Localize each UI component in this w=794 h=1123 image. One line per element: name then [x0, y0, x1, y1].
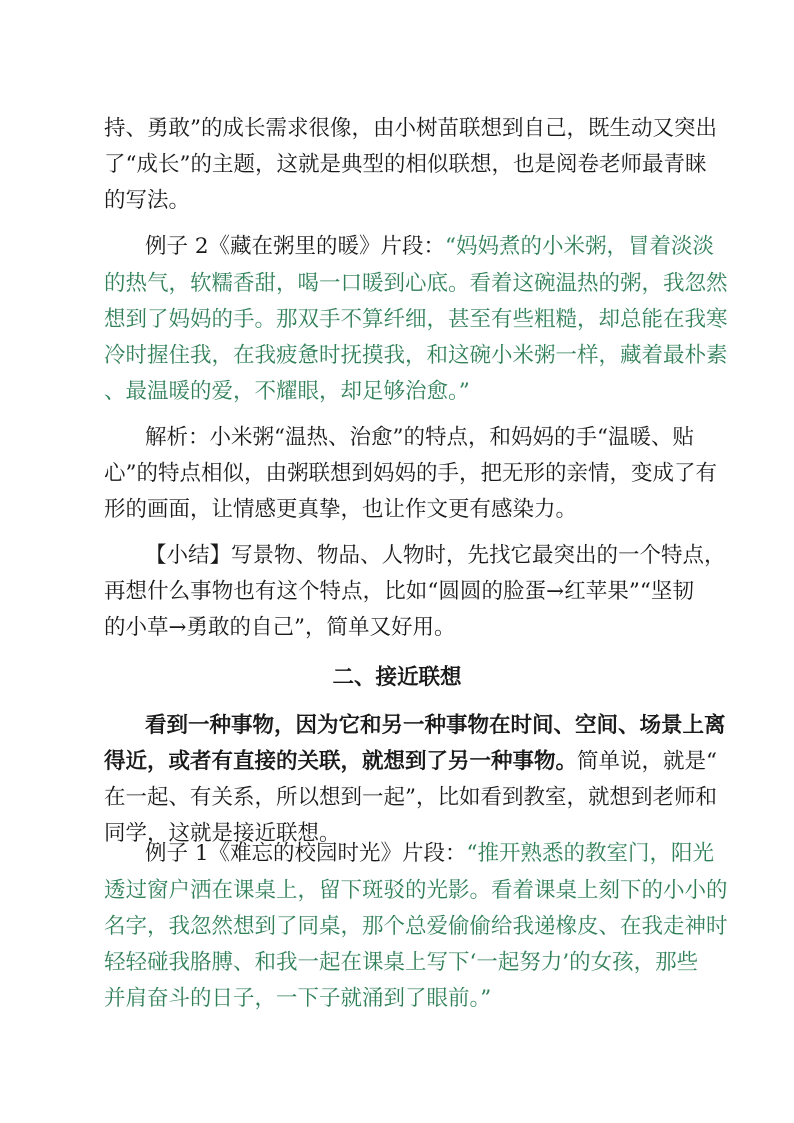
example-1-line — [145, 840, 715, 868]
paragraph-line: 持、勇敢”的成长需求很像，由小树苗联想到自己，既生动又突出 — [104, 116, 717, 141]
quote-line: 轻轻碰我胳膊、和我一起在课桌上写下‘一起努力’的女孩，那些 — [104, 950, 699, 975]
quote-text: “推开熟悉的教室门，阳光 — [466, 841, 715, 866]
quote-line: 冷时握住我，在我疲惫时抚摸我，和这碗小米粥一样，藏着最朴素 — [104, 343, 728, 368]
quote-line: 透过窗户洒在课桌上，留下斑驳的光影。看着课桌上刻下的小小的 — [104, 878, 728, 903]
quote-line: 的热气，软糯香甜，喝一口暖到心底。看着这碗温热的粥，我忽然 — [104, 271, 728, 296]
paragraph-line: 了“成长”的主题，这就是典型的相似联想，也是阅卷老师最青睐 — [104, 152, 707, 177]
paragraph-line: 的写法。 — [104, 188, 191, 213]
quote-line: 、最温暖的爱，不耀眼，却足够治愈。” — [104, 379, 470, 404]
section-paragraph-line: 看到一种事物，因为它和另一种事物在时间、空间、场景上离 — [145, 713, 726, 738]
section-paragraph-line: 同学，这就是接近联想。 — [104, 821, 341, 846]
summary-line: 【小结】写景物、物品、人物时，先找它最突出的一个特点， — [145, 543, 726, 568]
section-paragraph-line: 在一起、有关系，所以想到一起”，比如看到教室，就想到老师和 — [104, 785, 717, 810]
section-heading: 二、接近联想 — [332, 665, 462, 690]
example-2-line — [145, 233, 715, 261]
quote-line: 想到了妈妈的手。那双手不算纤细，甚至有些粗糙，却总能在我寒 — [104, 307, 728, 332]
example-label: 例子 2《藏在粥里的暖》片段： — [145, 234, 446, 259]
example-label: 例子 1《难忘的校园时光》片段： — [145, 841, 467, 866]
plain-text: 简单说，就是“ — [577, 749, 718, 774]
bold-text: 得近，或者有直接的关联，就想到了另一种事物。 — [104, 749, 578, 774]
quote-text: “妈妈煮的小米粥，冒着淡淡 — [445, 234, 715, 259]
quote-line: 并肩奋斗的日子，一下子就涌到了眼前。” — [104, 986, 492, 1011]
summary-line: 再想什么事物也有这个特点，比如“圆圆的脸蛋→红苹果”“坚韧 — [104, 579, 694, 604]
summary-line: 的小草→勇敢的自己”，简单又好用。 — [104, 615, 456, 640]
section-paragraph-line — [104, 748, 718, 776]
analysis-line: 形的画面，让情感更真挚，也让作文更有感染力。 — [104, 497, 578, 522]
analysis-line: 解析：小米粥“温热、治愈”的特点，和妈妈的手“温暖、贴 — [145, 425, 694, 450]
quote-line: 名字，我忽然想到了同桌，那个总爱偷偷给我递橡皮、在我走神时 — [104, 914, 728, 939]
analysis-line: 心”的特点相似，由粥联想到妈妈的手，把无形的亲情，变成了有 — [104, 461, 717, 486]
